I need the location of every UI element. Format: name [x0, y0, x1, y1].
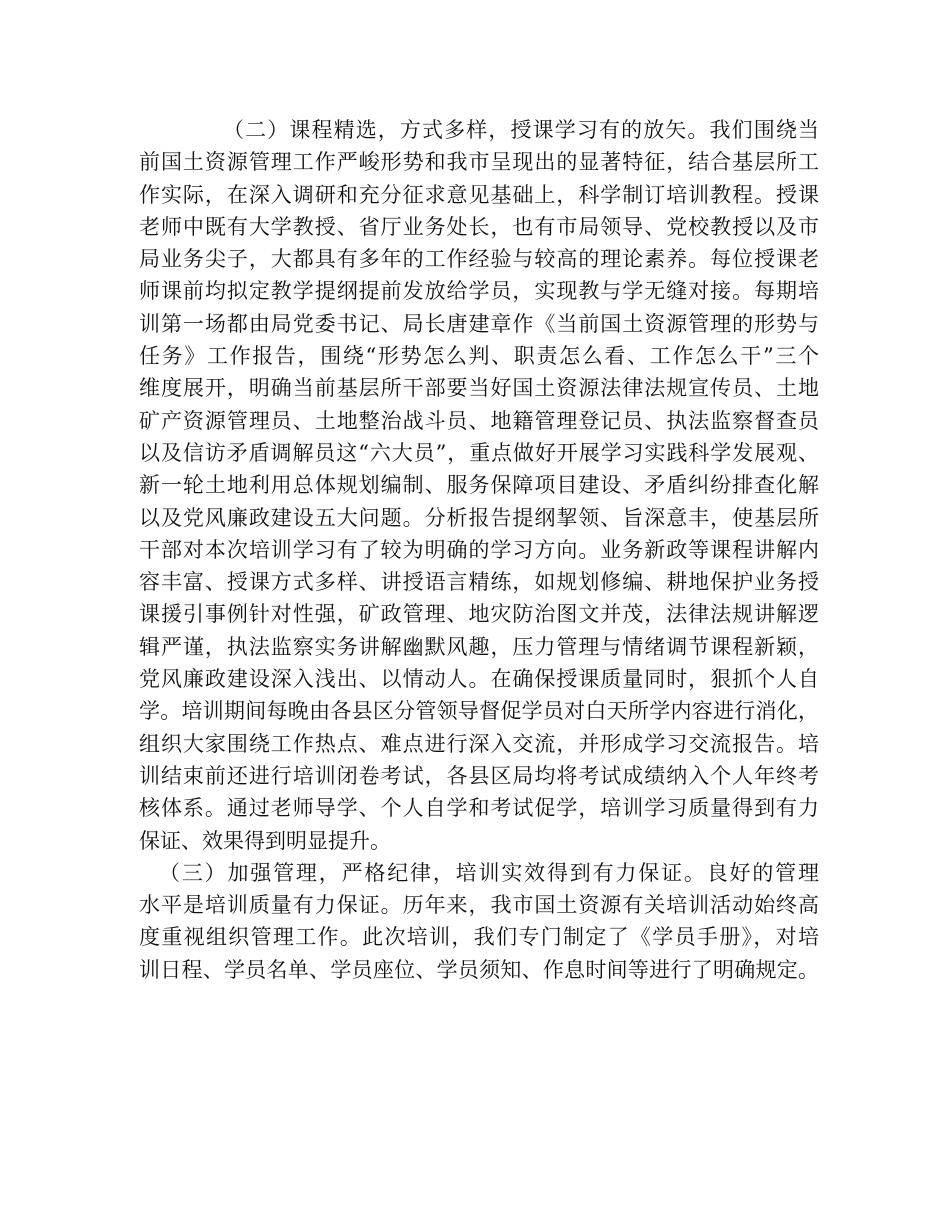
text-line: 老师中既有大学教授、省厅业务处长，也有市局领导、党校教授以及市 — [139, 214, 819, 239]
text-line: 师课前均拟定教学提纲提前发放给学员，实现教与学无缝对接。每期培 — [139, 279, 819, 304]
text-line: 容丰富、授课方式多样、讲授语言精练，如规划修编、耕地保护业务授 — [139, 570, 819, 595]
text-line: （二）课程精选，方式多样，授课学习有的放矢。我们围绕当 — [223, 118, 819, 142]
text-line: 前国土资源管理工作严峻形势和我市呈现出的显著特征，结合基层所工 — [139, 150, 819, 175]
text-line: 党风廉政建设深入浅出、以情动人。在确保授课质量同时，狠抓个人自 — [139, 667, 819, 692]
text-line: 组织大家围绕工作热点、难点进行深入交流，并形成学习交流报告。培 — [139, 731, 819, 756]
paragraph-section-2 — [139, 114, 819, 857]
paragraph-section-3 — [139, 857, 819, 986]
text-line: 维度展开，明确当前基层所干部要当好国土资源法律法规宣传员、土地 — [139, 376, 819, 401]
text-line: 度重视组织管理工作。此次培训，我们专门制定了《学员手册》，对培 — [139, 925, 819, 950]
text-line: 核体系。通过老师导学、个人自学和考试促学，培训学习质量得到有力 — [139, 796, 819, 821]
text-line: 水平是培训质量有力保证。历年来，我市国土资源有关培训活动始终高 — [139, 893, 819, 918]
text-line: 训第一场都由局党委书记、局长唐建章作《当前国土资源管理的形势与 — [139, 311, 819, 336]
text-line: 任务》工作报告，围绕“形势怎么判、职责怎么看、工作怎么干”三个 — [139, 344, 819, 369]
text-line: 训日程、学员名单、学员座位、学员须知、作息时间等进行了明确规定。 — [139, 957, 819, 982]
text-line: （三）加强管理，严格纪律，培训实效得到有力保证。良好的管理 — [159, 860, 819, 885]
text-line: 以及党风廉政建设五大问题。分析报告提纲挈领、旨深意丰，使基层所 — [139, 505, 819, 530]
text-line: 新一轮土地利用总体规划编制、服务保障项目建设、矛盾纠纷排查化解 — [139, 473, 819, 498]
text-line: 课援引事例针对性强，矿政管理、地灾防治图文并茂，法律法规讲解逻 — [139, 602, 819, 627]
text-line: 以及信访矛盾调解员这“六大员”，重点做好开展学习实践科学发展观、 — [139, 440, 819, 465]
text-line: 辑严谨，执法监察实务讲解幽默风趣，压力管理与情绪调节课程新颖， — [139, 634, 819, 659]
text-line: 局业务尖子，大都具有多年的工作经验与较高的理论素养。每位授课老 — [139, 247, 819, 272]
text-line: 矿产资源管理员、土地整治战斗员、地籍管理登记员、执法监察督查员 — [139, 408, 819, 433]
text-line: 作实际，在深入调研和充分征求意见基础上，科学制订培训教程。授课 — [139, 182, 819, 207]
text-line: 训结束前还进行培训闭卷考试，各县区局均将考试成绩纳入个人年终考 — [139, 763, 819, 788]
text-line: 学。培训期间每晚由各县区分管领导督促学员对白天所学内容进行消化， — [139, 699, 819, 724]
body-text — [139, 114, 819, 986]
text-line: 保证、效果得到明显提升。 — [139, 828, 391, 853]
text-line: 干部对本次培训学习有了较为明确的学习方向。业务新政等课程讲解内 — [139, 537, 819, 562]
